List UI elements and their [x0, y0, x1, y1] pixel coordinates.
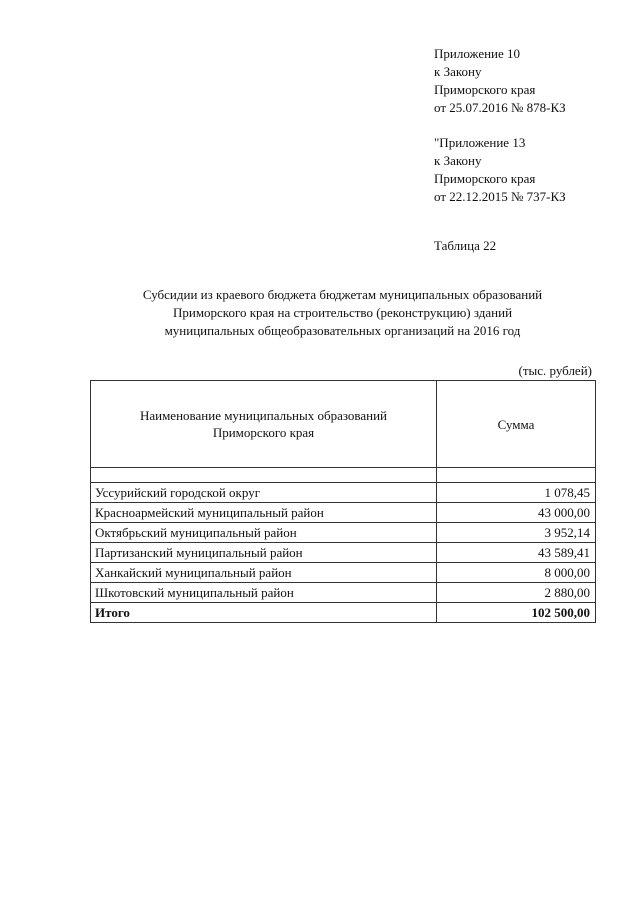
- document-title: [90, 286, 595, 340]
- header-municipality-name: [91, 381, 437, 468]
- amount-cell: 2 880,00: [437, 583, 596, 603]
- table-row: [91, 583, 596, 603]
- municipality-name-cell: Партизанский муниципальный район: [91, 543, 437, 563]
- appendix-previous-line: к Закону: [434, 153, 482, 168]
- appendix-current-line: от 25.07.2016 № 878-КЗ: [434, 100, 566, 115]
- document-title-line: муниципальных общеобразовательных организаций на 2016 год: [164, 323, 521, 338]
- amount-cell: 43 589,41: [437, 543, 596, 563]
- appendix-previous-line: от 22.12.2015 № 737-КЗ: [434, 189, 566, 204]
- table-row: [91, 523, 596, 543]
- appendix-current-line: Приморского края: [434, 82, 536, 97]
- appendix-previous-line: "Приложение 13: [434, 135, 526, 150]
- document-title-line: Субсидии из краевого бюджета бюджетам муниципальных образований: [142, 287, 543, 302]
- table-total-row: [91, 603, 596, 623]
- subsidies-table: [90, 380, 596, 623]
- municipality-name-cell: Октябрьский муниципальный район: [91, 523, 437, 543]
- header-name-line: Наименование муниципальных образований: [139, 408, 388, 423]
- appendix-previous-reference: [434, 134, 634, 206]
- amount-cell: 3 952,14: [437, 523, 596, 543]
- document-title-line: Приморского края на строительство (реконструкцию) зданий: [172, 305, 513, 320]
- municipality-name-cell: Ханкайский муниципальный район: [91, 563, 437, 583]
- appendix-current-reference: [434, 45, 634, 117]
- table-row: [91, 543, 596, 563]
- header-name-line: Приморского края: [212, 425, 315, 440]
- appendix-previous-line: Приморского края: [434, 171, 536, 186]
- amount-cell: 43 000,00: [437, 503, 596, 523]
- municipality-name-cell: Уссурийский городской округ: [91, 483, 437, 503]
- total-label-cell: Итого: [91, 603, 437, 623]
- appendix-current-line: к Закону: [434, 64, 482, 79]
- municipality-name-cell: Шкотовский муниципальный район: [91, 583, 437, 603]
- appendix-current-line: Приложение 10: [434, 46, 521, 61]
- total-amount-cell: 102 500,00: [437, 603, 596, 623]
- table-row: [91, 563, 596, 583]
- table-number: Таблица 22: [434, 238, 497, 253]
- table-row: [91, 503, 596, 523]
- header-amount: Сумма: [437, 381, 596, 468]
- table-header-row: [91, 381, 596, 468]
- municipality-name-cell: Красноармейский муниципальный район: [91, 503, 437, 523]
- table-spacer-row: [91, 468, 596, 483]
- amount-cell: 1 078,45: [437, 483, 596, 503]
- amount-cell: 8 000,00: [437, 563, 596, 583]
- table-row: [91, 483, 596, 503]
- units-note: (тыс. рублей): [518, 363, 592, 378]
